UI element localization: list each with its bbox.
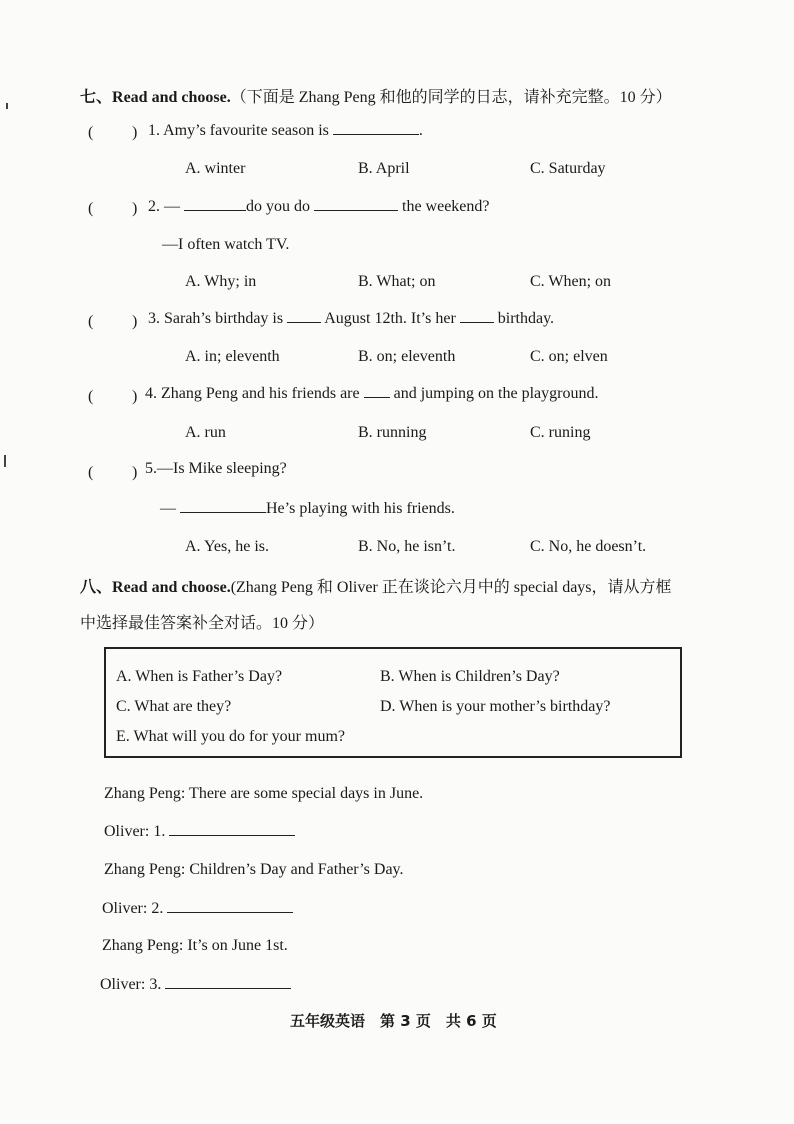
- speaker: Oliver:: [102, 900, 148, 917]
- answer-paren-open: (: [88, 388, 94, 405]
- section7-heading: [80, 84, 672, 107]
- section7-title: Read and choose.: [112, 89, 231, 106]
- option-b: B. April: [358, 160, 410, 177]
- section8-title: Read and choose.: [112, 579, 231, 596]
- scan-mark: [4, 455, 6, 467]
- question-number: 4.: [145, 385, 157, 402]
- question-text: August 12th. It’s her: [324, 310, 456, 327]
- question-text: Amy’s favourite season is: [163, 122, 329, 139]
- box-option-e: E. What will you do for your mum?: [116, 728, 345, 745]
- question-number: 3.: [148, 310, 160, 327]
- option-b: B. on; eleventh: [358, 348, 456, 365]
- speaker: Zhang Peng:: [104, 785, 186, 802]
- option-c: C. Saturday: [530, 160, 606, 177]
- answer-blank[interactable]: [180, 512, 266, 513]
- answer-paren-close: ): [132, 124, 138, 141]
- question-text: birthday.: [497, 310, 555, 327]
- options-box: [104, 647, 682, 758]
- section7-instruction: （下面是 Zhang Peng 和他的同学的日志，请补充完整。10 分）: [230, 89, 672, 106]
- section8-heading: [80, 574, 672, 597]
- option-c: C. No, he doesn’t.: [530, 538, 647, 555]
- question-4: [145, 385, 598, 403]
- answer-blank[interactable]: [169, 835, 295, 836]
- answer-paren-close: ): [132, 200, 138, 217]
- question-text: Sarah’s birthday is: [164, 310, 284, 327]
- dialogue-text: 3.: [149, 976, 162, 993]
- option-c: C. runing: [530, 424, 591, 441]
- answer-paren-open: (: [88, 464, 94, 481]
- question-5-answer: [160, 500, 455, 518]
- answer-blank[interactable]: [333, 134, 419, 135]
- answer-paren-open: (: [88, 313, 94, 330]
- dialogue-line: [104, 861, 404, 879]
- question-number: 1.: [148, 122, 160, 139]
- answer-paren-open: (: [88, 124, 94, 141]
- answer-paren-close: ): [132, 313, 138, 330]
- dialogue-text: Children’s Day and Father’s Day.: [189, 861, 404, 878]
- dialogue-line: [102, 900, 293, 918]
- dialogue-line: [104, 823, 295, 841]
- question-3: [148, 310, 554, 328]
- answer-paren-close: ): [132, 464, 138, 481]
- question-text: the weekend?: [402, 198, 490, 215]
- answer-blank[interactable]: [184, 210, 246, 211]
- dialogue-line: [102, 937, 288, 955]
- option-c: C. When; on: [530, 273, 612, 290]
- question-1: [148, 122, 423, 140]
- speaker: Zhang Peng:: [104, 861, 186, 878]
- option-b: B. What; on: [358, 273, 436, 290]
- option-a: A. winter: [185, 160, 246, 177]
- section8-instruction: (Zhang Peng 和 Oliver 正在谈论六月中的 special days，请从方框: [230, 579, 672, 596]
- option-a: A. in; eleventh: [185, 348, 280, 365]
- dialogue-text: 2.: [151, 900, 164, 917]
- question-text: .: [418, 122, 423, 139]
- box-option-a: A. When is Father’s Day?: [116, 668, 283, 685]
- dialogue-line: [100, 976, 291, 994]
- question-2: [148, 198, 490, 216]
- dialogue-text: There are some special days in June.: [189, 785, 424, 802]
- box-option-c: C. What are they?: [116, 698, 232, 715]
- speaker: Zhang Peng:: [102, 937, 184, 954]
- option-a: A. Why; in: [185, 273, 257, 290]
- speaker: Oliver:: [104, 823, 150, 840]
- question-number: 5.: [145, 460, 157, 477]
- dialogue-text: 1.: [153, 823, 166, 840]
- box-option-d: D. When is your mother’s birthday?: [380, 698, 611, 715]
- section7-number: 七、: [80, 89, 113, 106]
- question-text: do you do: [246, 198, 310, 215]
- answer-paren-open: (: [88, 200, 94, 217]
- answer-blank[interactable]: [364, 397, 390, 398]
- question-number: 2.: [148, 198, 160, 215]
- box-option-b: B. When is Children’s Day?: [380, 668, 560, 685]
- section8-instruction-line2: 中选择最佳答案补全对话。10 分）: [80, 615, 325, 632]
- option-a: A. run: [185, 424, 226, 441]
- answer-paren-close: ): [132, 388, 138, 405]
- speaker: Oliver:: [100, 976, 146, 993]
- dialogue-line: [104, 785, 423, 803]
- page-footer: 五年级英语 第 3 页 共 6 页: [290, 1012, 497, 1030]
- section8-number: 八、: [80, 579, 113, 596]
- option-a: A. Yes, he is.: [185, 538, 270, 555]
- question-5: [145, 460, 287, 478]
- answer-blank[interactable]: [314, 210, 398, 211]
- answer-blank[interactable]: [460, 322, 494, 323]
- scan-mark: [6, 103, 8, 109]
- question-text: —: [160, 500, 176, 517]
- option-b: B. running: [358, 424, 427, 441]
- question-text: —Is Mike sleeping?: [157, 460, 287, 477]
- dialogue-text: It’s on June 1st.: [187, 937, 288, 954]
- answer-blank[interactable]: [167, 912, 293, 913]
- option-c: C. on; elven: [530, 348, 608, 365]
- question-text: Zhang Peng and his friends are: [161, 385, 360, 402]
- answer-blank[interactable]: [165, 988, 291, 989]
- question-text: He’s playing with his friends.: [266, 500, 455, 517]
- option-b: B. No, he isn’t.: [358, 538, 456, 555]
- question-2-answer: —I often watch TV.: [162, 236, 290, 253]
- answer-blank[interactable]: [287, 322, 321, 323]
- question-text: and jumping on the playground.: [393, 385, 599, 402]
- question-text: —: [164, 198, 180, 215]
